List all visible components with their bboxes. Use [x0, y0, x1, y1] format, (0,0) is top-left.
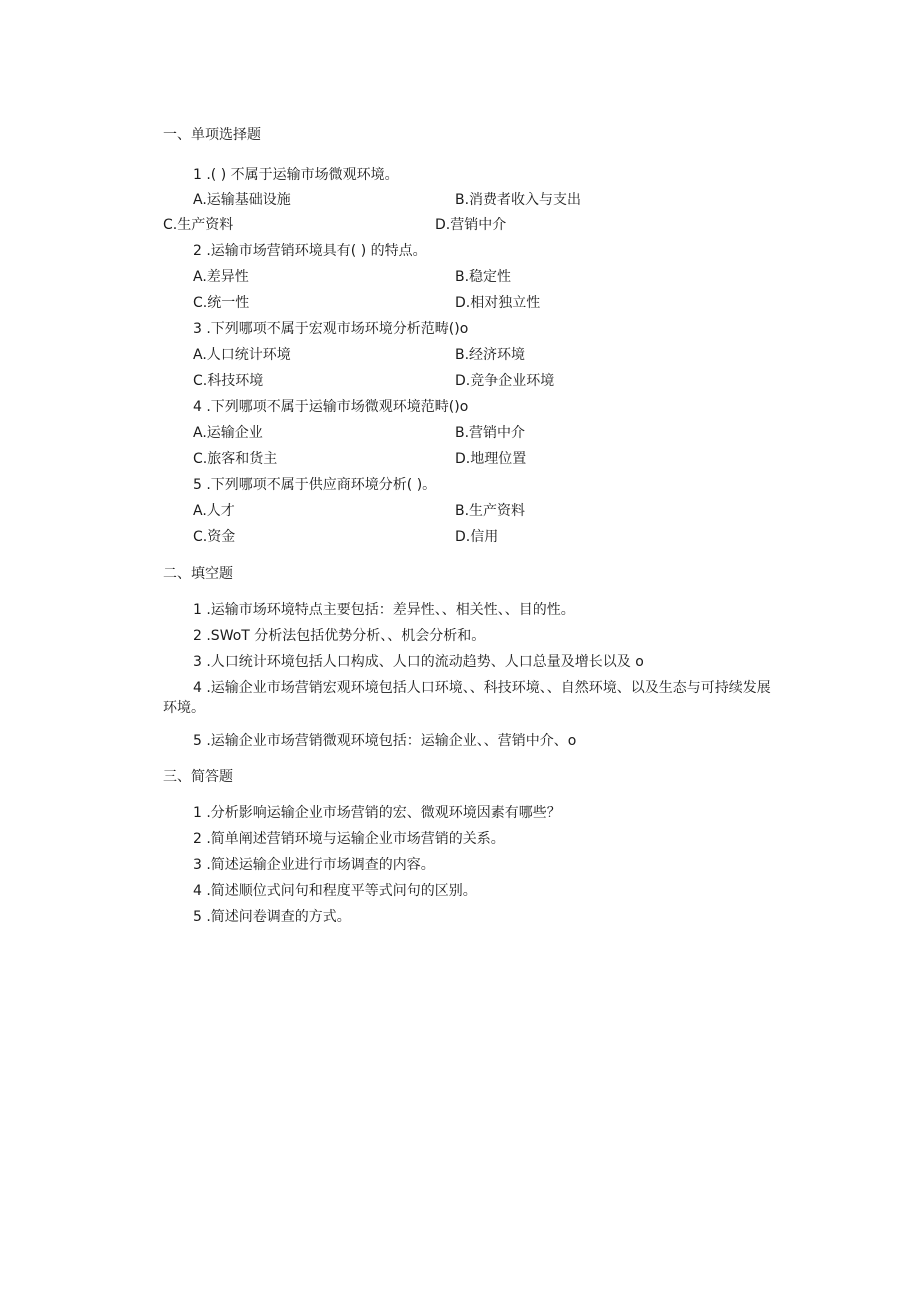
question-2-stem: 2 .运输市场营销环境具有( ) 的特点。 [193, 243, 427, 259]
question-3-option-a: A.人口统计环境 [193, 347, 291, 363]
section-heading-fill-blank: 二、填空题 [163, 566, 233, 582]
fill-item-1: 1 .运输市场环境特点主要包括：差异性、、相关性、、目的性。 [193, 602, 575, 618]
question-5-stem: 5 .下列哪项不属于供应商环境分析( )。 [193, 477, 437, 493]
question-4-option-b: B.营销中介 [455, 425, 526, 441]
question-3-option-b: B.经济环境 [455, 347, 526, 363]
question-2-option-b: B.稳定性 [455, 269, 512, 285]
question-2-option-a: A.差异性 [193, 269, 249, 285]
short-answer-item-1: 1 .分析影响运输企业市场营销的宏、微观环境因素有哪些？ [193, 805, 561, 821]
question-4-option-d: D.地理位置 [455, 451, 527, 467]
question-3-stem: 3 .下列哪项不属于宏观市场环境分析范畴()o [193, 321, 469, 337]
question-2-option-c: C.统一性 [193, 295, 250, 311]
short-answer-item-3: 3 .简述运输企业进行市场调查的内容。 [193, 857, 435, 873]
short-answer-item-5: 5 .简述问卷调查的方式。 [193, 909, 351, 925]
fill-item-3: 3 .人口统计环境包括人口构成、人口的流动趋势、人口总量及增长以及 o [193, 654, 644, 670]
section-heading-short-answer: 三、简答题 [163, 769, 233, 785]
question-3-option-c: C.科技环境 [193, 373, 264, 389]
fill-item-2: 2 .SWoT 分析法包括优势分析、、机会分析和。 [193, 628, 486, 644]
question-5-option-a: A.人才 [193, 503, 235, 519]
question-1-stem: 1 .( ) 不属于运输市场微观环境。 [193, 167, 399, 183]
question-1-option-c: C.生产资料 [163, 217, 234, 233]
short-answer-item-2: 2 .简单阐述营销环境与运输企业市场营销的关系。 [193, 831, 505, 847]
fill-item-5: 5 .运输企业市场营销微观环境包括：运输企业、、营销中介、o [193, 733, 577, 749]
question-2-option-d: D.相对独立性 [455, 295, 541, 311]
short-answer-item-4: 4 .简述顺位式问句和程度平等式问句的区别。 [193, 883, 477, 899]
question-5-option-b: B.生产资料 [455, 503, 526, 519]
question-1-option-d: D.营销中介 [435, 217, 507, 233]
question-4-stem: 4 .下列哪项不属于运输市场微观环境范畤()o [193, 399, 469, 415]
fill-item-4: 4 .运输企业市场营销宏观环境包括人口环境、、科技环境、、自然环境、以及生态与可持续发展环境。 [163, 680, 771, 716]
question-5-option-c: C.资金 [193, 529, 236, 545]
question-5-option-d: D.信用 [455, 529, 499, 545]
section-heading-single-choice: 一、单项选择题 [163, 127, 261, 143]
question-1-option-a: A.运输基础设施 [193, 192, 291, 208]
question-3-option-d: D.竞争企业环境 [455, 373, 555, 389]
question-4-option-c: C.旅客和货主 [193, 451, 278, 467]
question-4-option-a: A.运输企业 [193, 425, 263, 441]
question-1-option-b: B.消费者收入与支出 [455, 192, 582, 208]
